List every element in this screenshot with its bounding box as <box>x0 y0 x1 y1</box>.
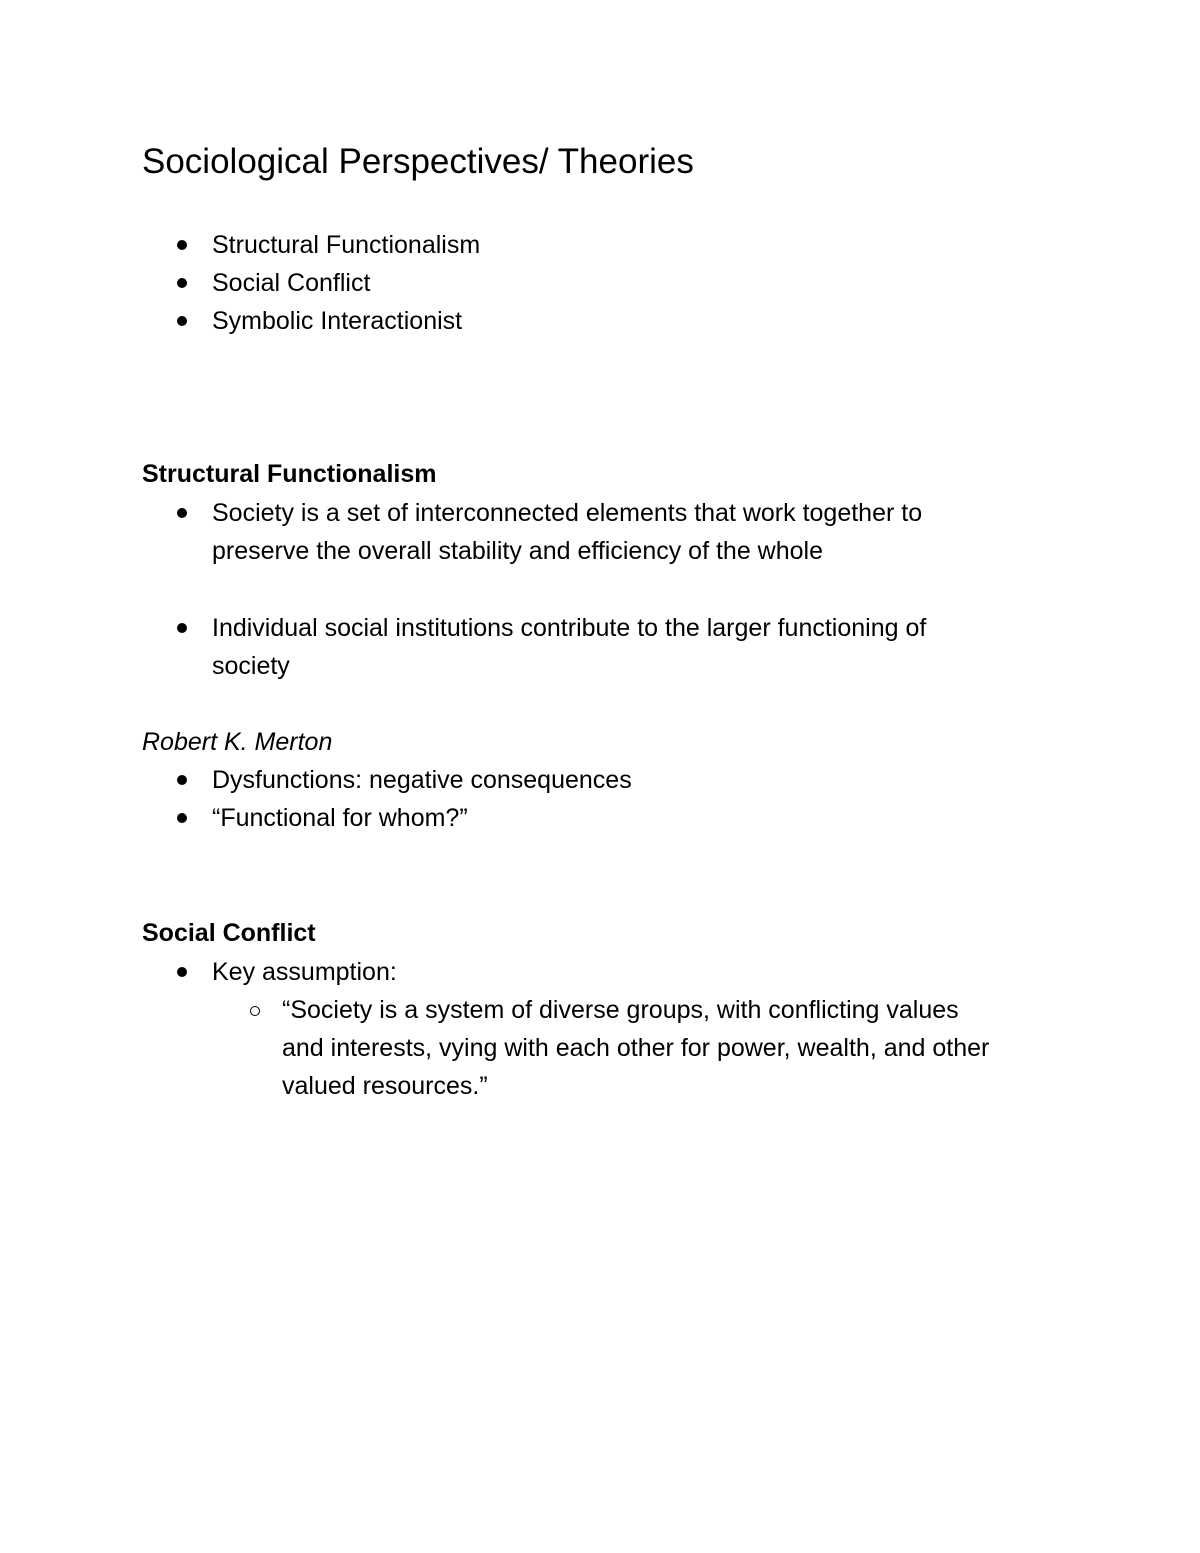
bullet-icon <box>177 278 187 288</box>
bullet-icon <box>177 623 187 633</box>
subheading-merton: Robert K. Merton <box>142 728 333 756</box>
bullet-icon <box>177 316 187 326</box>
section-heading-structural-functionalism: Structural Functionalism <box>142 460 437 488</box>
section-heading-social-conflict: Social Conflict <box>142 919 316 947</box>
bullet-icon <box>177 813 187 823</box>
list-item: Social Conflict <box>212 269 371 297</box>
nested-list-item-continuation: valued resources.” <box>282 1072 488 1100</box>
list-item: Key assumption: <box>212 958 397 986</box>
bullet-icon <box>177 240 187 250</box>
list-item: Society is a set of interconnected elements that work together to <box>212 499 923 527</box>
bullet-icon <box>177 775 187 785</box>
list-item-continuation: preserve the overall stability and efficiency of the whole <box>212 537 823 565</box>
list-item: Structural Functionalism <box>212 231 481 259</box>
list-item: Individual social institutions contribute to the larger functioning of <box>212 614 927 642</box>
nested-list-item: “Society is a system of diverse groups, with conflicting values <box>282 996 959 1024</box>
list-item: “Functional for whom?” <box>212 804 468 832</box>
list-item: Symbolic Interactionist <box>212 307 463 335</box>
list-item-continuation: society <box>212 652 290 680</box>
page-title: Sociological Perspectives/ Theories <box>142 142 694 181</box>
bullet-icon <box>177 967 187 977</box>
bullet-icon <box>177 508 187 518</box>
hollow-bullet-icon <box>250 1006 260 1016</box>
list-item: Dysfunctions: negative consequences <box>212 766 632 794</box>
nested-list-item-continuation: and interests, vying with each other for power, wealth, and other <box>282 1034 990 1062</box>
